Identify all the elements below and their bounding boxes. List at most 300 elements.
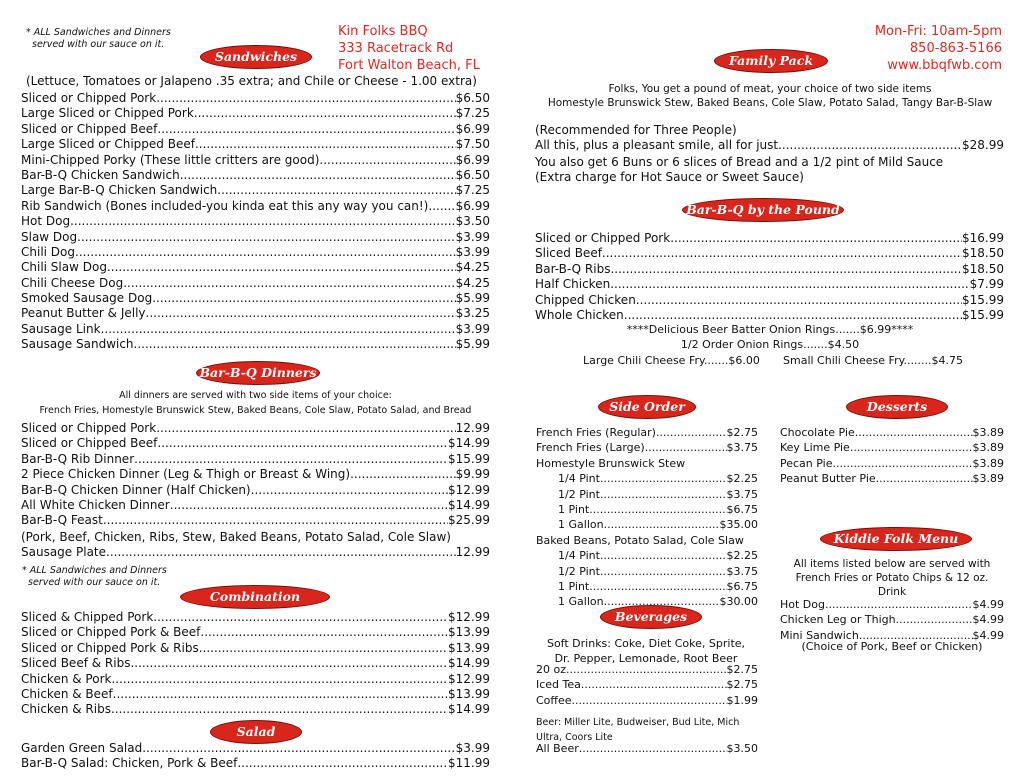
leader-dots: [157, 122, 455, 136]
menu-item: [536, 678, 758, 693]
family-recommend: (Recommended for Three People): [535, 123, 737, 137]
menu-item: [21, 702, 490, 717]
kiddie-intro: [780, 557, 1004, 599]
item-price: $14.99: [448, 656, 490, 671]
menu-item: [21, 672, 490, 687]
menu-item: [21, 260, 490, 275]
menu-item: [536, 488, 758, 503]
leader-dots: [645, 441, 727, 454]
sandwiches-heading: Sandwiches: [200, 45, 312, 69]
side-order-heading: Side Order: [598, 395, 696, 419]
item-name: 1 Gallon: [558, 518, 604, 532]
item-name: Sliced or Chipped Beef: [21, 436, 158, 451]
menu-item: [536, 457, 758, 472]
item-price: $30.00: [719, 595, 758, 609]
menu-item: [21, 498, 490, 513]
menu-item: [21, 199, 490, 214]
onion-rings: ****Delicious Beer Batter Onion Rings.......$6.99****: [626, 323, 914, 336]
leader-dots: [156, 91, 455, 105]
menu-item: [536, 694, 758, 709]
item-name: Sausage Plate: [21, 545, 107, 559]
item-name: 1 Gallon: [558, 595, 604, 609]
item-price: $9.99: [455, 467, 490, 482]
item-price: $25.99: [448, 513, 490, 528]
leader-dots: [217, 183, 455, 197]
item-price: $6.50: [455, 91, 490, 105]
item-price: 12.99: [455, 421, 490, 435]
item-name: Large Bar-B-Q Chicken Sandwich: [21, 183, 218, 198]
menu-item: [21, 91, 490, 106]
item-price: $4.99: [972, 628, 1004, 642]
sandwiches-subtitle: (Lettuce, Tomatoes or Jalapeno .35 extra; and Chile or Cheese - 1.00 extra): [26, 74, 477, 88]
leader-dots: [77, 230, 456, 244]
menu-item: [21, 183, 490, 198]
item-price: $5.99: [455, 337, 490, 352]
item-name: 1 Pint: [558, 502, 590, 516]
menu-item: [536, 472, 758, 487]
leader-dots: [855, 426, 973, 439]
leader-dots: [876, 472, 973, 485]
menu-item: [21, 641, 490, 656]
menu-item: [536, 549, 758, 564]
leader-dots: [170, 498, 448, 512]
item-price: $35.00: [719, 518, 758, 532]
soft-drinks-line: Soft Drinks: Coke, Diet Coke, Sprite,: [546, 637, 746, 650]
item-price: $3.50: [455, 214, 490, 229]
leader-dots: [670, 231, 962, 245]
half-onion-rings: 1/2 Order Onion Rings.......$4.50: [680, 338, 860, 351]
kiddie-intro-line: All items listed below are served with: [793, 558, 991, 570]
item-price: $11.99: [448, 756, 490, 771]
item-name: Bar-B-Q Feast: [21, 513, 103, 528]
menu-item: [21, 276, 490, 291]
menu-item: [780, 598, 1004, 613]
feast-detail: (Pork, Beef, Chicken, Ribs, Stew, Baked Beans, Potato Salad, Cole Slaw): [21, 530, 451, 544]
item-name: Sausage Link: [21, 321, 101, 336]
item-name: Sliced or Chipped Pork & Beef: [21, 625, 201, 640]
leader-dots: [602, 246, 962, 260]
item-price: $3.25: [455, 306, 490, 321]
restaurant-name: Kin Folks BBQ: [338, 24, 428, 39]
leader-dots: [157, 436, 448, 450]
menu-item: [780, 441, 1004, 456]
leader-dots: [428, 199, 455, 213]
item-name: Peanut Butter & Jelly: [21, 306, 146, 321]
menu-item: [535, 308, 1004, 323]
leader-dots: [153, 610, 448, 624]
item-price: $4.99: [972, 613, 1004, 627]
sauce-note-bottom: [20, 565, 167, 589]
leader-dots: [195, 137, 456, 151]
desserts-heading: Desserts: [846, 395, 948, 419]
leader-dots: [624, 308, 962, 322]
leader-dots: [146, 306, 456, 320]
menu-item: [21, 467, 490, 482]
menu-item: [535, 246, 1004, 261]
item-price: $3.99: [455, 244, 490, 259]
menu-item: [536, 565, 758, 580]
leader-dots: [581, 678, 727, 691]
leader-dots: [778, 138, 962, 152]
menu-item: [536, 503, 758, 518]
menu-item: [536, 441, 758, 456]
item-name: All Beer: [536, 742, 579, 755]
combination-dinners-heading: Combination Dinners: [180, 585, 330, 609]
item-price: $13.99: [448, 625, 490, 640]
leader-dots: [180, 168, 456, 182]
menu-item: [535, 277, 1004, 292]
leader-dots: [156, 421, 455, 435]
item-price: $13.99: [448, 686, 490, 701]
item-price: $3.89: [972, 472, 1004, 486]
family-pack-heading: Family Pack: [714, 49, 828, 73]
leader-dots: [106, 545, 456, 559]
item-price: $3.75: [726, 487, 758, 501]
website-link[interactable]: www.bbqfwb.com: [887, 58, 1002, 73]
menu-item: [780, 426, 1004, 441]
item-price: $3.89: [972, 441, 1004, 455]
leader-dots: [579, 742, 727, 755]
item-price: $3.75: [726, 441, 758, 455]
item-price: $28.99: [962, 138, 1004, 152]
leader-dots: [600, 488, 727, 501]
item-price: $6.50: [455, 167, 490, 182]
item-price: $6.75: [726, 502, 758, 516]
item-name: 20 oz.: [536, 663, 570, 676]
item-name: Baked Beans, Potato Salad, Cole Slaw: [536, 533, 744, 547]
dinners-list: [21, 421, 490, 529]
item-name: Mini-Chipped Porky (These little critters are good): [21, 152, 320, 167]
leader-dots: [850, 441, 973, 454]
item-name: French Fries (Large): [536, 441, 645, 455]
item-name: 1/4 Pint: [558, 472, 600, 486]
item-price: $7.25: [455, 183, 490, 198]
item-price: $3.99: [455, 229, 490, 244]
item-price: $4.99: [972, 598, 1004, 611]
family-deal-list: [535, 138, 1004, 153]
item-name: Smoked Sausage Dog: [21, 291, 153, 306]
item-price: $7.25: [455, 106, 490, 121]
item-price: $7.99: [969, 277, 1004, 292]
bbq-dinners-heading: Bar-B-Q Dinners: [196, 361, 320, 385]
menu-item: [21, 153, 490, 168]
menu-item: [535, 293, 1004, 308]
family-intro-line: Folks, You get a pound of meat, your choice of two side items: [608, 83, 932, 95]
item-price: $2.75: [726, 426, 758, 439]
menu-item: [21, 545, 490, 560]
leader-dots: [572, 694, 727, 707]
leader-dots: [134, 452, 448, 466]
beverages-list: [536, 663, 758, 709]
leader-dots: [319, 153, 455, 167]
dinners-intro-line: French Fries, Homestyle Brunswick Stew, Baked Beans, Cole Slaw, Potato Salad, and Bread: [39, 405, 472, 416]
menu-item: [21, 741, 490, 756]
leader-dots: [832, 457, 972, 470]
item-name: 1/2 Pint: [558, 487, 600, 501]
item-price: $12.99: [448, 482, 490, 497]
bbq-by-pound-heading: Bar-B-Q by the Pound: [682, 198, 844, 222]
menu-item: [780, 613, 1004, 628]
leader-dots: [610, 262, 962, 276]
item-price: $16.99: [962, 231, 1004, 245]
menu-item: [21, 610, 490, 625]
item-name: Chipped Chicken: [535, 292, 636, 307]
item-name: Sliced or Chipped Pork & Ribs: [21, 640, 199, 655]
menu-item: [21, 436, 490, 451]
item-name: Sliced & Chipped Pork: [21, 610, 154, 624]
note-line: * ALL Sandwiches and Dinners: [26, 27, 171, 38]
small-chili-cheese-fry: Small Chili Cheese Fry........$4.75: [783, 354, 964, 367]
leader-dots: [251, 483, 448, 497]
item-name: Chili Slaw Dog: [21, 260, 107, 275]
menu-item: [21, 168, 490, 183]
family-buns: You also get 6 Buns or 6 slices of Bread and a 1/2 pint of Mild Sauce: [535, 155, 944, 169]
item-name: Whole Chicken: [535, 307, 624, 322]
item-price: $3.99: [455, 741, 490, 755]
item-name: Garden Green Salad: [21, 741, 143, 755]
leader-dots: [152, 291, 455, 305]
sandwiches-list: [21, 91, 490, 353]
beverages-heading: Beverages: [600, 605, 702, 629]
menu-item: [21, 106, 490, 121]
item-name: Peanut Butter Pie: [780, 472, 876, 486]
menu-item: [21, 291, 490, 306]
item-name: Large Sliced or Chipped Pork: [21, 106, 194, 121]
item-price: $3.50: [726, 742, 758, 755]
item-name: Bar-B-Q Rib Dinner: [21, 451, 135, 466]
beer-list: [536, 715, 739, 745]
menu-item: [21, 214, 490, 229]
item-name: Sausage Sandwich: [21, 337, 134, 352]
beer-line: Ultra, Coors Lite: [536, 732, 613, 743]
leader-dots: [570, 663, 727, 676]
leader-dots: [600, 565, 727, 578]
leader-dots: [142, 741, 455, 755]
item-name: Chicken Leg or Thigh: [780, 613, 896, 627]
menu-item: [536, 534, 758, 549]
item-name: Sliced or Chipped Beef: [21, 121, 158, 136]
desserts-list: [780, 426, 1004, 488]
item-name: Sliced or Chipped Pork: [21, 421, 157, 435]
soft-drinks-line: Dr. Pepper, Lemonade, Root Beer: [554, 652, 738, 665]
menu-item: [21, 230, 490, 245]
leader-dots: [130, 656, 448, 670]
item-name: Bar-B-Q Ribs: [535, 261, 611, 276]
item-price: $12.99: [448, 610, 490, 624]
menu-item: [536, 580, 758, 595]
item-price: $14.99: [448, 497, 490, 512]
item-name: 1/2 Pint: [558, 564, 600, 578]
leader-dots: [103, 513, 448, 527]
item-price: $15.99: [962, 307, 1004, 322]
leader-dots: [75, 245, 456, 259]
item-price: $12.99: [448, 671, 490, 686]
item-price: $2.25: [726, 549, 758, 563]
item-name: Homestyle Brunswick Stew: [536, 456, 686, 470]
item-name: 1/4 Pint: [558, 549, 600, 563]
item-price: $18.50: [962, 261, 1004, 276]
menu-item: [536, 426, 758, 441]
menu-item: [535, 138, 1004, 153]
item-name: Sliced or Chipped Pork: [21, 91, 157, 105]
menu-item: [21, 322, 490, 337]
item-name: Sliced Beef & Ribs: [21, 656, 131, 671]
item-price: $15.99: [448, 451, 490, 466]
leader-dots: [101, 322, 456, 336]
by-pound-list: [535, 231, 1004, 323]
item-name: Large Sliced or Chipped Beef: [21, 137, 195, 152]
phone: 850-863-5166: [909, 41, 1002, 56]
leader-dots: [111, 672, 448, 686]
item-name: Chocolate Pie: [780, 426, 855, 439]
leader-dots: [610, 277, 969, 291]
leader-dots: [237, 756, 448, 770]
menu-item: [21, 756, 490, 771]
item-name: All White Chicken Dinner: [21, 497, 170, 512]
leader-dots: [604, 518, 720, 531]
note-line: served with our sauce on it.: [32, 39, 165, 50]
side-order-list: [536, 426, 758, 611]
item-name: All this, plus a pleasant smile, all for just: [535, 138, 779, 152]
item-name: Chicken & Ribs: [21, 702, 111, 717]
family-extra-charge: (Extra charge for Hot Sauce or Sweet Sauce): [535, 170, 804, 184]
hours: Mon-Fri: 10am-5pm: [874, 24, 1002, 39]
menu-item: [21, 337, 490, 352]
leader-dots: [896, 613, 973, 626]
leader-dots: [636, 293, 962, 307]
item-name: Bar-B-Q Chicken Dinner (Half Chicken): [21, 482, 251, 497]
item-price: $4.25: [455, 275, 490, 290]
item-price: $7.50: [455, 137, 490, 152]
item-name: Chicken & Pork: [21, 671, 112, 686]
item-name: Bar-B-Q Chicken Sandwich: [21, 167, 180, 182]
sauce-note-top: [24, 27, 171, 51]
menu-item: [21, 513, 490, 528]
item-price: $4.25: [455, 260, 490, 275]
menu-item: [21, 656, 490, 671]
item-name: Pecan Pie: [780, 456, 833, 470]
leader-dots: [200, 625, 448, 639]
item-name: Sliced or Chipped Pork: [535, 231, 671, 245]
menu-item: [21, 245, 490, 260]
item-name: Bar-B-Q Salad: Chicken, Pork & Beef: [21, 756, 238, 771]
item-price: $15.99: [962, 292, 1004, 307]
contact-info: [875, 23, 1002, 74]
menu-item: [21, 137, 490, 152]
item-name: Coffee: [536, 693, 572, 707]
item-price: $3.89: [972, 426, 1004, 439]
kiddie-intro-line: Drink: [877, 586, 907, 598]
family-intro: [535, 82, 1005, 110]
item-price: $3.99: [455, 321, 490, 336]
item-name: Chili Dog: [21, 244, 75, 259]
menu-item: [536, 742, 758, 757]
sausage-plate-list: [21, 545, 490, 560]
item-price: $6.99: [455, 121, 490, 136]
item-price: $18.50: [962, 246, 1004, 261]
item-name: Slaw Dog: [21, 229, 78, 244]
address-line-1: 333 Racetrack Rd: [338, 41, 454, 56]
leader-dots: [600, 472, 727, 485]
item-price: $14.99: [448, 436, 490, 451]
leader-dots: [194, 106, 456, 120]
menu-item: [536, 663, 758, 678]
soft-drinks: [535, 636, 757, 666]
menu-item: [21, 122, 490, 137]
leader-dots: [113, 687, 448, 701]
item-name: 1 Pint: [558, 579, 590, 593]
item-price: $1.99: [726, 693, 758, 707]
item-name: Half Chicken: [535, 277, 611, 292]
dinners-intro: [21, 388, 490, 418]
item-price: $2.75: [726, 663, 758, 676]
item-price: $14.99: [448, 702, 490, 717]
menu-item: [21, 483, 490, 498]
menu-item: [21, 421, 490, 436]
leader-dots: [825, 598, 973, 611]
kiddie-choice: (Choice of Pork, Beef or Chicken): [801, 640, 983, 653]
menu-item: [780, 457, 1004, 472]
item-name: Hot Dog: [780, 598, 825, 611]
menu-item: [780, 472, 1004, 487]
leader-dots: [70, 214, 456, 228]
item-price: $3.75: [726, 564, 758, 578]
leader-dots: [107, 260, 456, 274]
leader-dots: [589, 503, 726, 516]
menu-item: [21, 306, 490, 321]
item-price: $2.25: [726, 472, 758, 486]
item-price: $6.75: [726, 579, 758, 593]
menu-item: [536, 518, 758, 533]
item-name: Key Lime Pie: [780, 441, 850, 455]
item-name: Hot Dog: [21, 214, 71, 229]
menu-item: [535, 262, 1004, 277]
item-price: $13.99: [448, 640, 490, 655]
leader-dots: [589, 580, 726, 593]
leader-dots: [656, 426, 727, 439]
restaurant-info: [338, 23, 480, 74]
item-name: Mini Sandwich: [780, 628, 859, 642]
menu-item: [535, 231, 1004, 246]
item-name: Rib Sandwich (Bones included-you kinda eat this any way you can!): [21, 198, 429, 213]
item-name: Iced Tea: [536, 678, 581, 692]
leader-dots: [199, 641, 448, 655]
kiddie-intro-line: French Fries or Potato Chips & 12 oz.: [795, 572, 989, 584]
kiddie-list: [780, 598, 1004, 644]
address-line-2: Fort Walton Beach, FL: [338, 58, 480, 73]
item-price: $3.89: [972, 456, 1004, 470]
leader-dots: [134, 337, 456, 351]
beer-line: Beer: Miller Lite, Budweiser, Bud Lite, Mich: [536, 717, 740, 728]
dinners-intro-line: All dinners are served with two side items of your choice:: [119, 390, 392, 401]
item-name: Chili Cheese Dog: [21, 275, 124, 290]
leader-dots: [600, 549, 727, 562]
leader-dots: [350, 467, 456, 481]
kiddie-menu-heading: Kiddie Folk Menu: [820, 527, 972, 551]
leader-dots: [123, 276, 455, 290]
note-line: served with our sauce on it.: [28, 577, 161, 588]
item-name: French Fries (Regular): [536, 426, 656, 439]
item-price: $6.99: [455, 198, 490, 213]
leader-dots: [111, 702, 448, 716]
salad-list: [21, 741, 490, 772]
item-price: $6.99: [455, 152, 490, 167]
family-intro-line: Homestyle Brunswick Stew, Baked Beans, Cole Slaw, Potato Salad, Tangy Bar-B-Slaw: [547, 97, 993, 109]
menu-item: [21, 687, 490, 702]
item-price: $5.99: [455, 291, 490, 306]
item-name: 2 Piece Chicken Dinner (Leg & Thigh or Breast & Wing): [21, 467, 351, 482]
menu-item: [21, 625, 490, 640]
